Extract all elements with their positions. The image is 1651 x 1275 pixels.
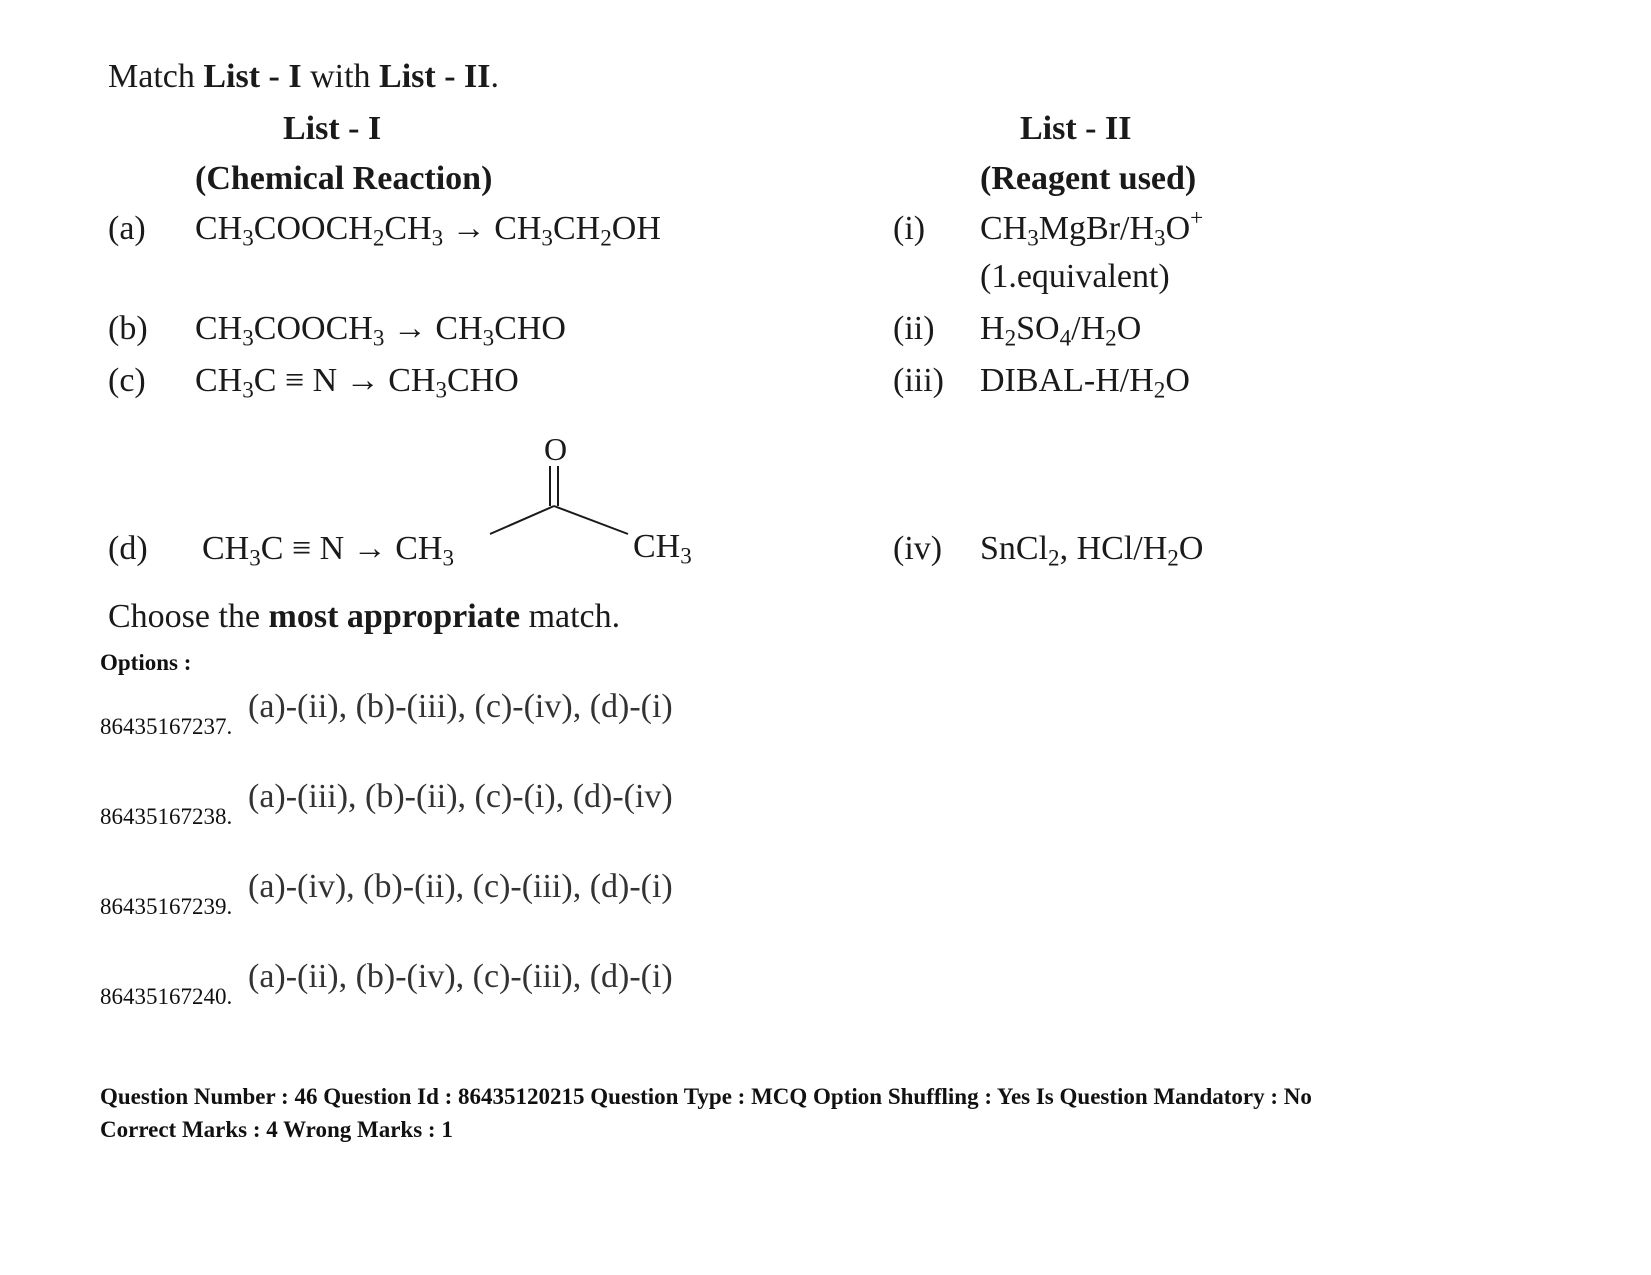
list1-item-label: (d) [108,530,148,567]
ketone-structure [470,430,650,550]
choose-text: match. [520,598,621,635]
option-id: 86435167237. [100,714,233,739]
bond-line [490,506,554,534]
intro-text: . [490,58,500,95]
list2-title: List - II [1020,110,1132,147]
list1-item-c: $CH_3C \equiv N \to CH_3CHO$ [195,362,519,404]
list1-item-d: $CH_3C \equiv N \to CH_3$ [202,530,454,572]
list1-title: List - I [283,110,382,147]
option-text[interactable]: (a)-(iv), (b)-(ii), (c)-(iii), (d)-(i) [248,868,673,905]
list2-item-label: (i) [893,210,926,247]
list2-item-label: (iv) [893,530,943,567]
intro-text: with [301,58,380,95]
bond-line [554,506,628,534]
option-text[interactable]: (a)-(ii), (b)-(iv), (c)-(iii), (d)-(i) [248,958,673,995]
option-text[interactable]: (a)-(ii), (b)-(iii), (c)-(iv), (d)-(i) [248,688,673,725]
choose-emphasis: most appropriate [268,598,521,635]
option-id: 86435167238. [100,804,233,829]
option-id: 86435167239. [100,894,233,919]
list2-item-i: $CH_3MgBr/H_3O^+$ [980,205,1204,252]
ketone-oxygen: O [544,431,568,467]
list1-subtitle: (Chemical Reaction) [195,160,493,197]
list2-item-label: (iii) [893,362,944,399]
choose-instruction [108,598,620,636]
list2-subtitle: (Reagent used) [980,160,1197,197]
list1-item-label: (b) [108,310,148,347]
list2-item-i-line2: (1.equivalent) [980,258,1170,295]
list2-item-label: (ii) [893,310,935,347]
list1-item-a: $CH_3COOCH_2CH_3 \to CH_3CH_2OH$ [195,210,661,252]
list2-item-ii: $H_2SO_4/H_2O$ [980,310,1142,352]
intro-text: Match [108,58,204,95]
list2-item-iv: SnCl$_2$, HCl/$H_2O$ [980,530,1204,572]
list1-item-label: (a) [108,210,146,247]
intro-list2: List - II [379,58,491,95]
question-meta-line2: Correct Marks : 4 Wrong Marks : 1 [100,1117,453,1142]
list2-item-iii: DIBAL-$H/H_2O$ [980,362,1190,404]
options-label: Options : [100,650,192,675]
question-meta-line1: Question Number : 46 Question Id : 86435120215 Question Type : MCQ Option Shuffling : Yes Is Question Mandatory : No [100,1084,1312,1109]
ketone-methyl: $CH_3$ [633,528,692,570]
list1-item-label: (c) [108,362,146,399]
question-intro [108,58,499,96]
option-id: 86435167240. [100,984,233,1009]
list1-item-b: $CH_3COOCH_3 \to CH_3CHO$ [195,310,566,352]
option-text[interactable]: (a)-(iii), (b)-(ii), (c)-(i), (d)-(iv) [248,778,673,815]
intro-list1: List - I [203,58,302,95]
choose-text: Choose the [108,598,269,635]
